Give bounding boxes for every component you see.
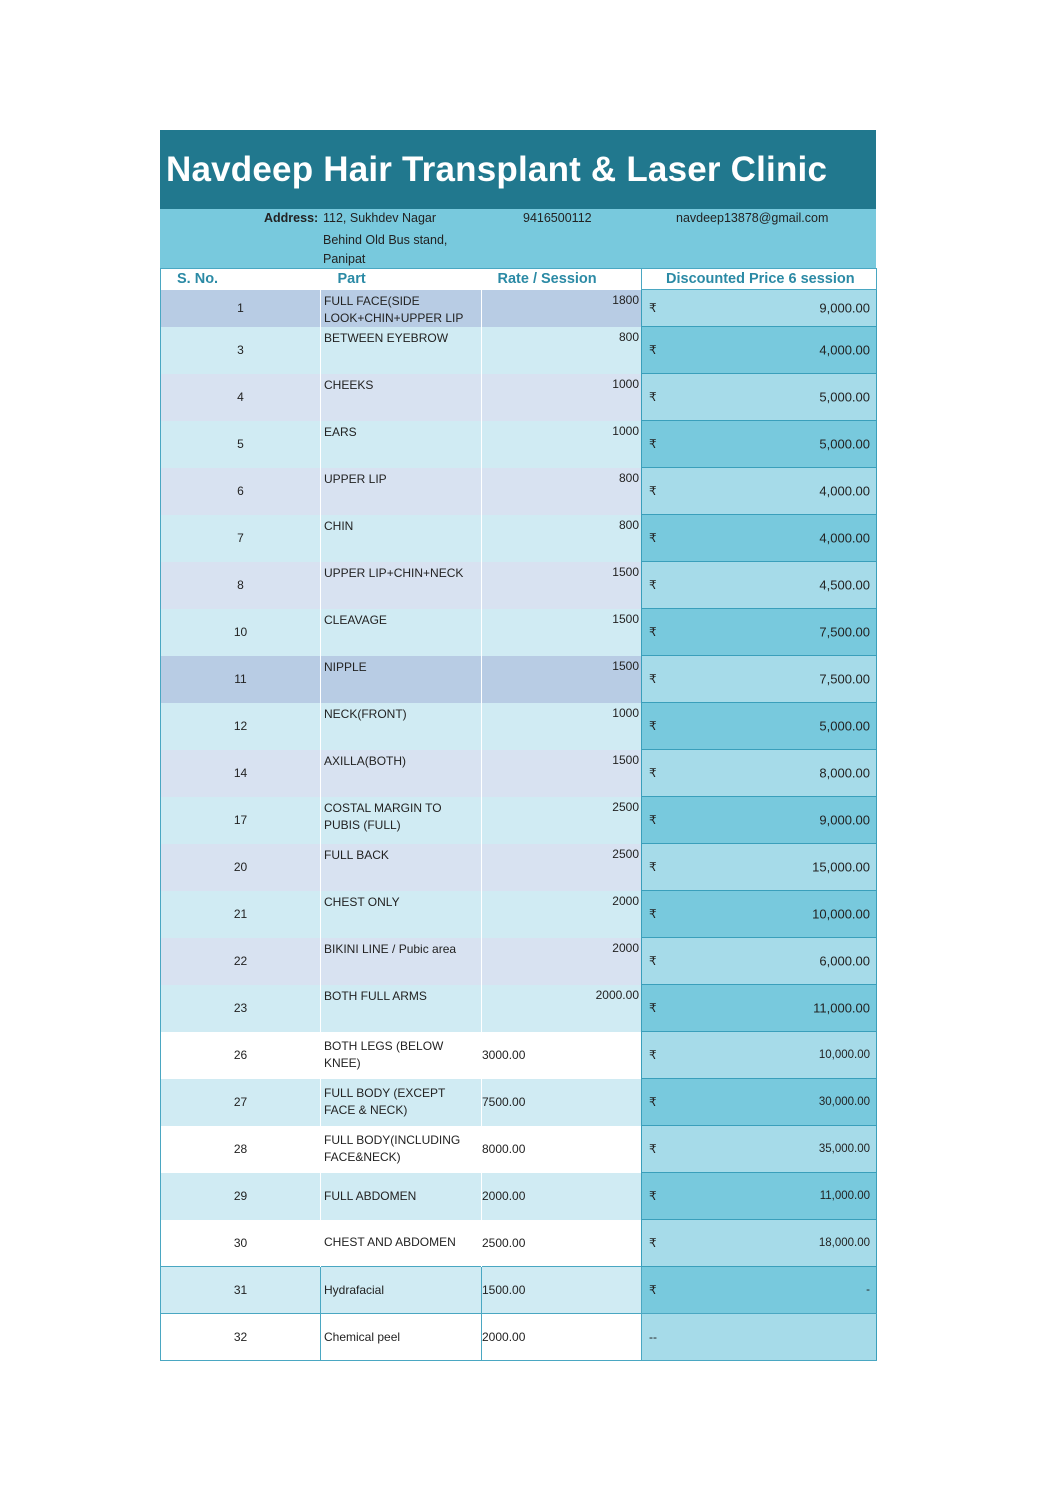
row-discounted-price [642,656,877,703]
discounted-amount: - [866,1284,870,1296]
table-row [161,374,877,421]
row-rate-per-session: 1000 [482,374,642,421]
row-discounted-price [642,290,877,327]
discounted-amount: 18,000.00 [818,1237,870,1249]
table-header-row [161,269,877,290]
row-part-name: AXILLA(BOTH) [321,750,482,797]
table-row [161,656,877,703]
row-part-name: FULL FACE(SIDE LOOK+CHIN+UPPER LIP [321,290,482,327]
row-serial-number: 29 [161,1173,321,1220]
discounted-amount: 7,500.00 [819,624,870,640]
row-part-name: CLEAVAGE [321,609,482,656]
row-discounted-price [642,1267,877,1314]
discounted-amount: 4,000.00 [819,342,870,358]
rupee-symbol: ₹ [649,1048,657,1062]
row-serial-number: 12 [161,703,321,750]
discounted-amount: 5,000.00 [819,718,870,734]
rupee-symbol: ₹ [649,625,657,639]
table-row [161,1126,877,1173]
discounted-amount: 10,000.00 [812,906,870,922]
table-row [161,1173,877,1220]
row-serial-number: 17 [161,797,321,844]
row-serial-number: 6 [161,468,321,515]
row-serial-number: 27 [161,1079,321,1126]
row-serial-number: 32 [161,1314,321,1361]
rupee-symbol: ₹ [649,1189,657,1203]
rupee-symbol: ₹ [649,1142,657,1156]
header-discounted-price: Discounted Price 6 session [642,269,877,290]
table-row [161,515,877,562]
row-serial-number: 14 [161,750,321,797]
row-discounted-price [642,468,877,515]
row-part-name: UPPER LIP [321,468,482,515]
price-sheet [160,130,876,1361]
row-rate-per-session: 2000.00 [482,1173,642,1220]
row-rate-per-session: 2500 [482,797,642,844]
row-part-name: BETWEEN EYEBROW [321,327,482,374]
row-rate-per-session: 1800 [482,290,642,327]
rupee-symbol: ₹ [649,484,657,498]
rupee-symbol: ₹ [649,301,657,315]
discounted-amount: 4,000.00 [819,483,870,499]
address-label: Address: [264,211,319,225]
row-serial-number: 11 [161,656,321,703]
row-discounted-price [642,1126,877,1173]
row-part-name: CHEEKS [321,374,482,421]
header-part: Part [321,269,482,290]
table-row [161,1032,877,1079]
rupee-symbol: ₹ [649,719,657,733]
row-rate-per-session: 800 [482,327,642,374]
row-rate-per-session: 2000.00 [482,985,642,1032]
rupee-symbol: ₹ [649,1236,657,1250]
row-part-name: FULL BODY (EXCEPT FACE & NECK) [321,1079,482,1126]
row-serial-number: 23 [161,985,321,1032]
row-serial-number: 1 [161,290,321,327]
row-rate-per-session: 1500 [482,609,642,656]
row-discounted-price [642,938,877,985]
row-rate-per-session: 8000.00 [482,1126,642,1173]
address-line-2: Behind Old Bus stand, [323,233,448,247]
row-discounted-price [642,1173,877,1220]
row-rate-per-session: 1000 [482,421,642,468]
discounted-amount: 7,500.00 [819,671,870,687]
row-discounted-price [642,374,877,421]
rupee-symbol: ₹ [649,343,657,357]
table-row [161,844,877,891]
row-part-name: BOTH FULL ARMS [321,985,482,1032]
row-serial-number: 5 [161,421,321,468]
table-row [161,797,877,844]
row-part-name: BOTH LEGS (BELOW KNEE) [321,1032,482,1079]
row-serial-number: 20 [161,844,321,891]
row-serial-number: 7 [161,515,321,562]
discounted-amount: 10,000.00 [818,1049,870,1061]
row-part-name: COSTAL MARGIN TO PUBIS (FULL) [321,797,482,844]
discounted-amount: 9,000.00 [819,812,870,828]
discounted-amount: 11,000.00 [819,1190,870,1202]
table-row [161,1314,877,1361]
row-rate-per-session: 2000 [482,891,642,938]
row-rate-per-session: 1500 [482,562,642,609]
row-part-name: FULL ABDOMEN [321,1173,482,1220]
row-discounted-price [642,562,877,609]
table-row [161,891,877,938]
discounted-amount: -- [649,1330,657,1344]
row-discounted-price [642,327,877,374]
row-discounted-price [642,421,877,468]
price-table [160,268,877,1361]
row-rate-per-session: 2000.00 [482,1314,642,1361]
table-row [161,327,877,374]
discounted-amount: 30,000.00 [818,1096,870,1108]
row-discounted-price [642,609,877,656]
discounted-amount: 5,000.00 [819,389,870,405]
row-serial-number: 8 [161,562,321,609]
table-row [161,609,877,656]
row-serial-number: 22 [161,938,321,985]
row-part-name: FULL BACK [321,844,482,891]
row-part-name: CHIN [321,515,482,562]
row-serial-number: 4 [161,374,321,421]
discounted-amount: 6,000.00 [819,953,870,969]
row-rate-per-session: 2500 [482,844,642,891]
row-part-name: CHEST ONLY [321,891,482,938]
row-part-name: Chemical peel [321,1314,482,1361]
discounted-amount: 4,000.00 [819,530,870,546]
table-row [161,1267,877,1314]
table-row [161,985,877,1032]
table-row [161,938,877,985]
table-row [161,750,877,797]
discounted-amount: 35,000.00 [818,1143,870,1155]
rupee-symbol: ₹ [649,1283,657,1297]
row-discounted-price [642,844,877,891]
row-rate-per-session: 7500.00 [482,1079,642,1126]
row-discounted-price [642,1032,877,1079]
header-sno: S. No. [161,269,321,290]
row-serial-number: 3 [161,327,321,374]
rupee-symbol: ₹ [649,1095,657,1109]
discounted-amount: 11,000.00 [813,1000,870,1016]
row-part-name: CHEST AND ABDOMEN [321,1220,482,1267]
row-discounted-price [642,1314,877,1361]
header-rate: Rate / Session [482,269,642,290]
rupee-symbol: ₹ [649,766,657,780]
row-rate-per-session: 1000 [482,703,642,750]
table-row [161,290,877,327]
row-part-name: NIPPLE [321,656,482,703]
row-rate-per-session: 2000 [482,938,642,985]
row-serial-number: 31 [161,1267,321,1314]
row-rate-per-session: 800 [482,468,642,515]
address-block [160,209,876,268]
rupee-symbol: ₹ [649,1001,657,1015]
clinic-title: Navdeep Hair Transplant & Laser Clinic [166,149,828,189]
table-row [161,421,877,468]
email-address: navdeep13878@gmail.com [676,211,829,225]
row-rate-per-session: 3000.00 [482,1032,642,1079]
discounted-amount: 4,500.00 [819,577,870,593]
rupee-symbol: ₹ [649,390,657,404]
discounted-amount: 15,000.00 [812,859,870,875]
row-part-name: NECK(FRONT) [321,703,482,750]
discounted-amount: 5,000.00 [819,436,870,452]
row-part-name: UPPER LIP+CHIN+NECK [321,562,482,609]
row-serial-number: 28 [161,1126,321,1173]
table-row [161,703,877,750]
table-row [161,562,877,609]
rupee-symbol: ₹ [649,860,657,874]
row-rate-per-session: 800 [482,515,642,562]
row-discounted-price [642,515,877,562]
rupee-symbol: ₹ [649,531,657,545]
table-row [161,1079,877,1126]
phone-number: 9416500112 [523,211,592,225]
row-serial-number: 26 [161,1032,321,1079]
discounted-amount: 8,000.00 [819,765,870,781]
address-line-3: Panipat [323,252,366,266]
row-rate-per-session: 1500.00 [482,1267,642,1314]
row-discounted-price [642,985,877,1032]
row-serial-number: 10 [161,609,321,656]
row-serial-number: 21 [161,891,321,938]
row-discounted-price [642,891,877,938]
row-discounted-price [642,1079,877,1126]
table-row [161,1220,877,1267]
row-part-name: BIKINI LINE / Pubic area [321,938,482,985]
rupee-symbol: ₹ [649,578,657,592]
row-rate-per-session: 1500 [482,750,642,797]
row-part-name: Hydrafacial [321,1267,482,1314]
table-row [161,468,877,515]
row-rate-per-session: 1500 [482,656,642,703]
row-discounted-price [642,750,877,797]
rupee-symbol: ₹ [649,437,657,451]
row-discounted-price [642,797,877,844]
title-bar [160,130,876,209]
rupee-symbol: ₹ [649,954,657,968]
row-discounted-price [642,1220,877,1267]
discounted-amount: 9,000.00 [819,300,870,316]
row-part-name: EARS [321,421,482,468]
row-rate-per-session: 2500.00 [482,1220,642,1267]
rupee-symbol: ₹ [649,813,657,827]
row-part-name: FULL BODY(INCLUDING FACE&NECK) [321,1126,482,1173]
rupee-symbol: ₹ [649,672,657,686]
rupee-symbol: ₹ [649,907,657,921]
row-serial-number: 30 [161,1220,321,1267]
row-discounted-price [642,703,877,750]
address-line-1: 112, Sukhdev Nagar [323,211,437,225]
